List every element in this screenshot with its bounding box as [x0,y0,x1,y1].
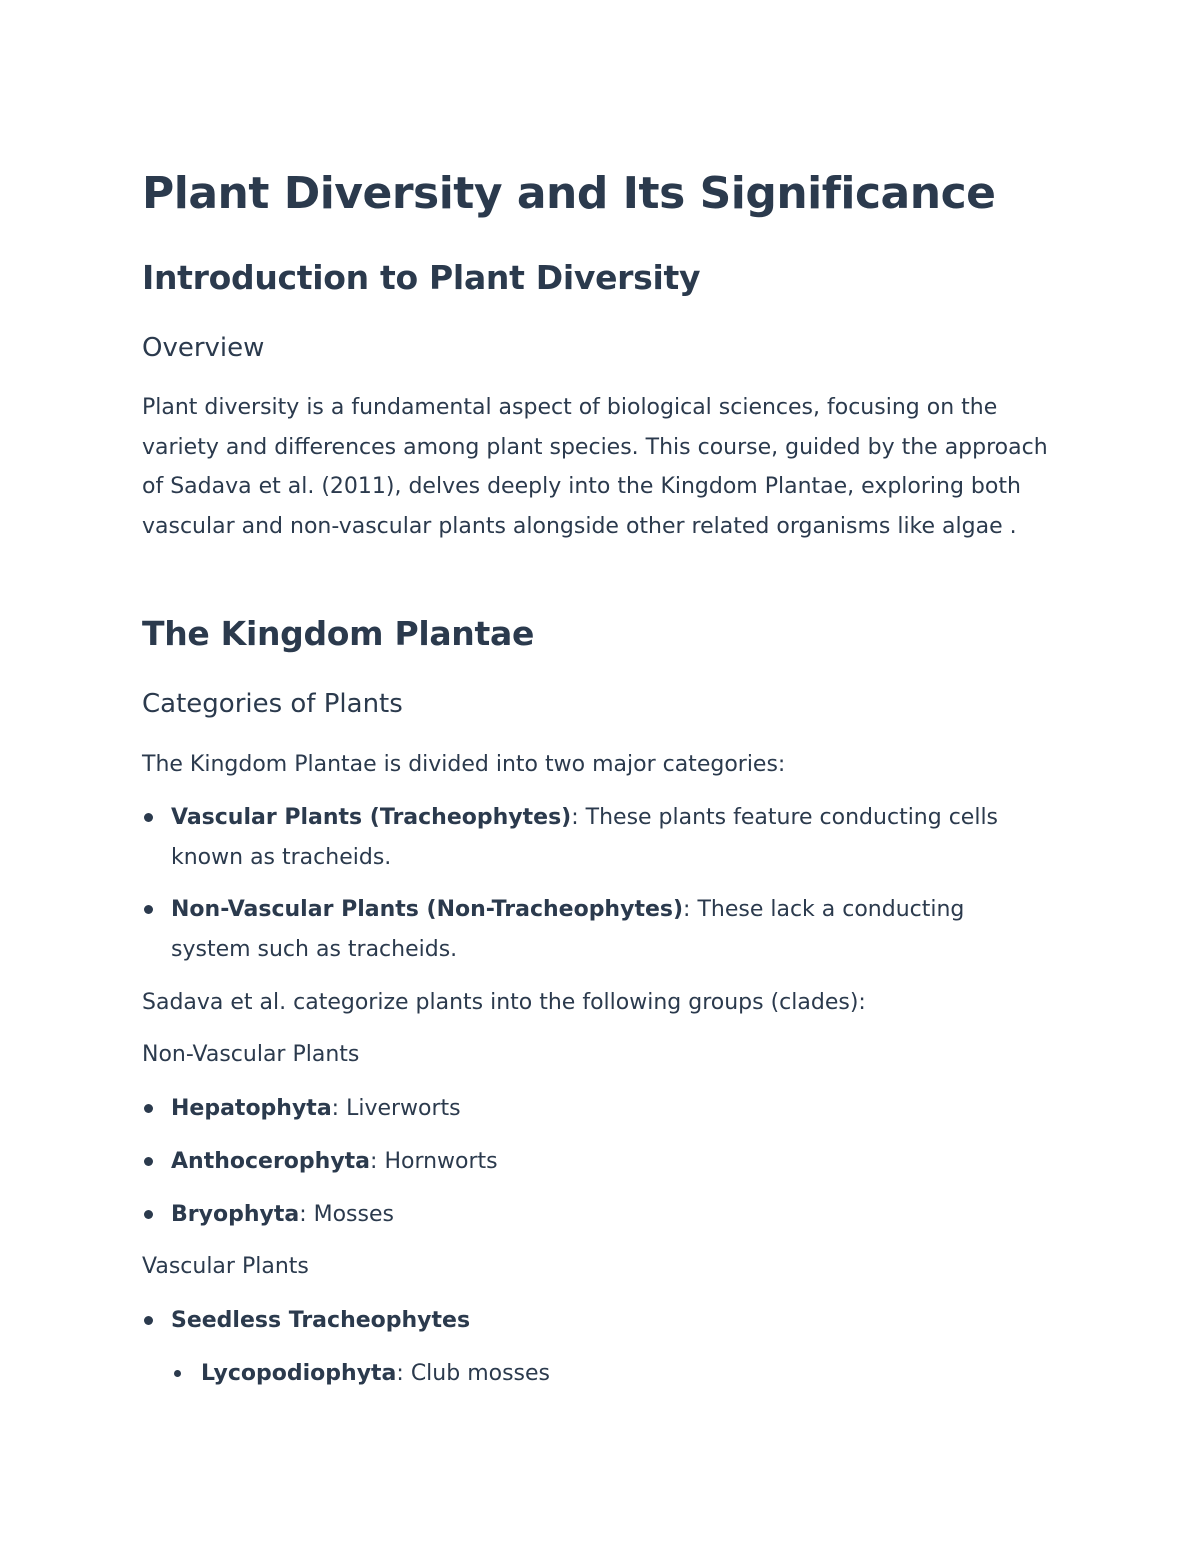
list-item-text [201,1354,1071,1394]
bullet-icon [144,1210,153,1219]
list-item-text [171,1089,1041,1129]
bullet-icon [144,1104,153,1113]
description: Liverworts [339,1096,461,1121]
list-item-text [171,1142,1041,1182]
bullet-icon [144,905,153,914]
bullet-icon [174,1370,181,1377]
clades-intro: Sadava et al. categorize plants into the following groups (clades): [142,990,866,1015]
separator: : [571,805,579,830]
bullet-icon [144,813,153,822]
overview-paragraph: Plant diversity is a fundamental aspect of biological sciences, focusing on the variety and differences among plant species. This course, guided by the approach of Sadava et al. (2011), delves deeply into the Kingdom Plantae, exploring both vascular and non-vascular plants alongside other related organisms like algae . [142,395,1048,539]
section-heading-kingdom-plantae: The Kingdom Plantae [142,614,535,653]
term: Seedless Tracheophytes [171,1308,471,1333]
bullet-icon [144,1316,153,1325]
description: These lack a conducting system such as tracheids. [171,897,965,962]
list-item-hepatophyta [142,1089,1052,1129]
description: Hornworts [377,1149,498,1174]
list-item-text [171,890,1041,970]
term: Lycopodiophyta [201,1361,397,1386]
separator: : [370,1149,378,1174]
list-item-text [171,1301,1041,1341]
non-vascular-label: Non-Vascular Plants [142,1042,360,1067]
description: Club mosses [403,1361,551,1386]
list-item-anthocerophyta [142,1142,1052,1182]
list-item-lycopodiophyta [142,1354,1052,1394]
list-item-vascular [142,798,1052,878]
term: Vascular Plants (Tracheophytes) [171,805,572,830]
list-item-text [171,798,1041,878]
separator: : [683,897,691,922]
section-heading-introduction: Introduction to Plant Diversity [142,258,701,297]
list-item-bryophyta [142,1195,1052,1235]
term: Non-Vascular Plants (Non-Tracheophytes) [171,897,684,922]
separator: : [299,1202,307,1227]
separator: : [396,1361,404,1386]
description: Mosses [306,1202,394,1227]
document-title: Plant Diversity and Its Significance [142,168,996,219]
subheading-overview: Overview [142,333,265,363]
bullet-icon [144,1157,153,1166]
subheading-categories: Categories of Plants [142,689,403,719]
separator: : [331,1096,340,1121]
list-item-seedless-tracheophytes [142,1301,1052,1341]
term: Hepatophyta [171,1096,332,1121]
vascular-label: Vascular Plants [142,1254,309,1279]
term: Anthocerophyta [171,1149,371,1174]
description: These plants feature conducting cells known as tracheids. [171,805,999,870]
categories-intro: The Kingdom Plantae is divided into two major categories: [142,752,786,777]
list-item-text [171,1195,1041,1235]
list-item-non-vascular [142,890,1052,970]
term: Bryophyta [171,1202,300,1227]
